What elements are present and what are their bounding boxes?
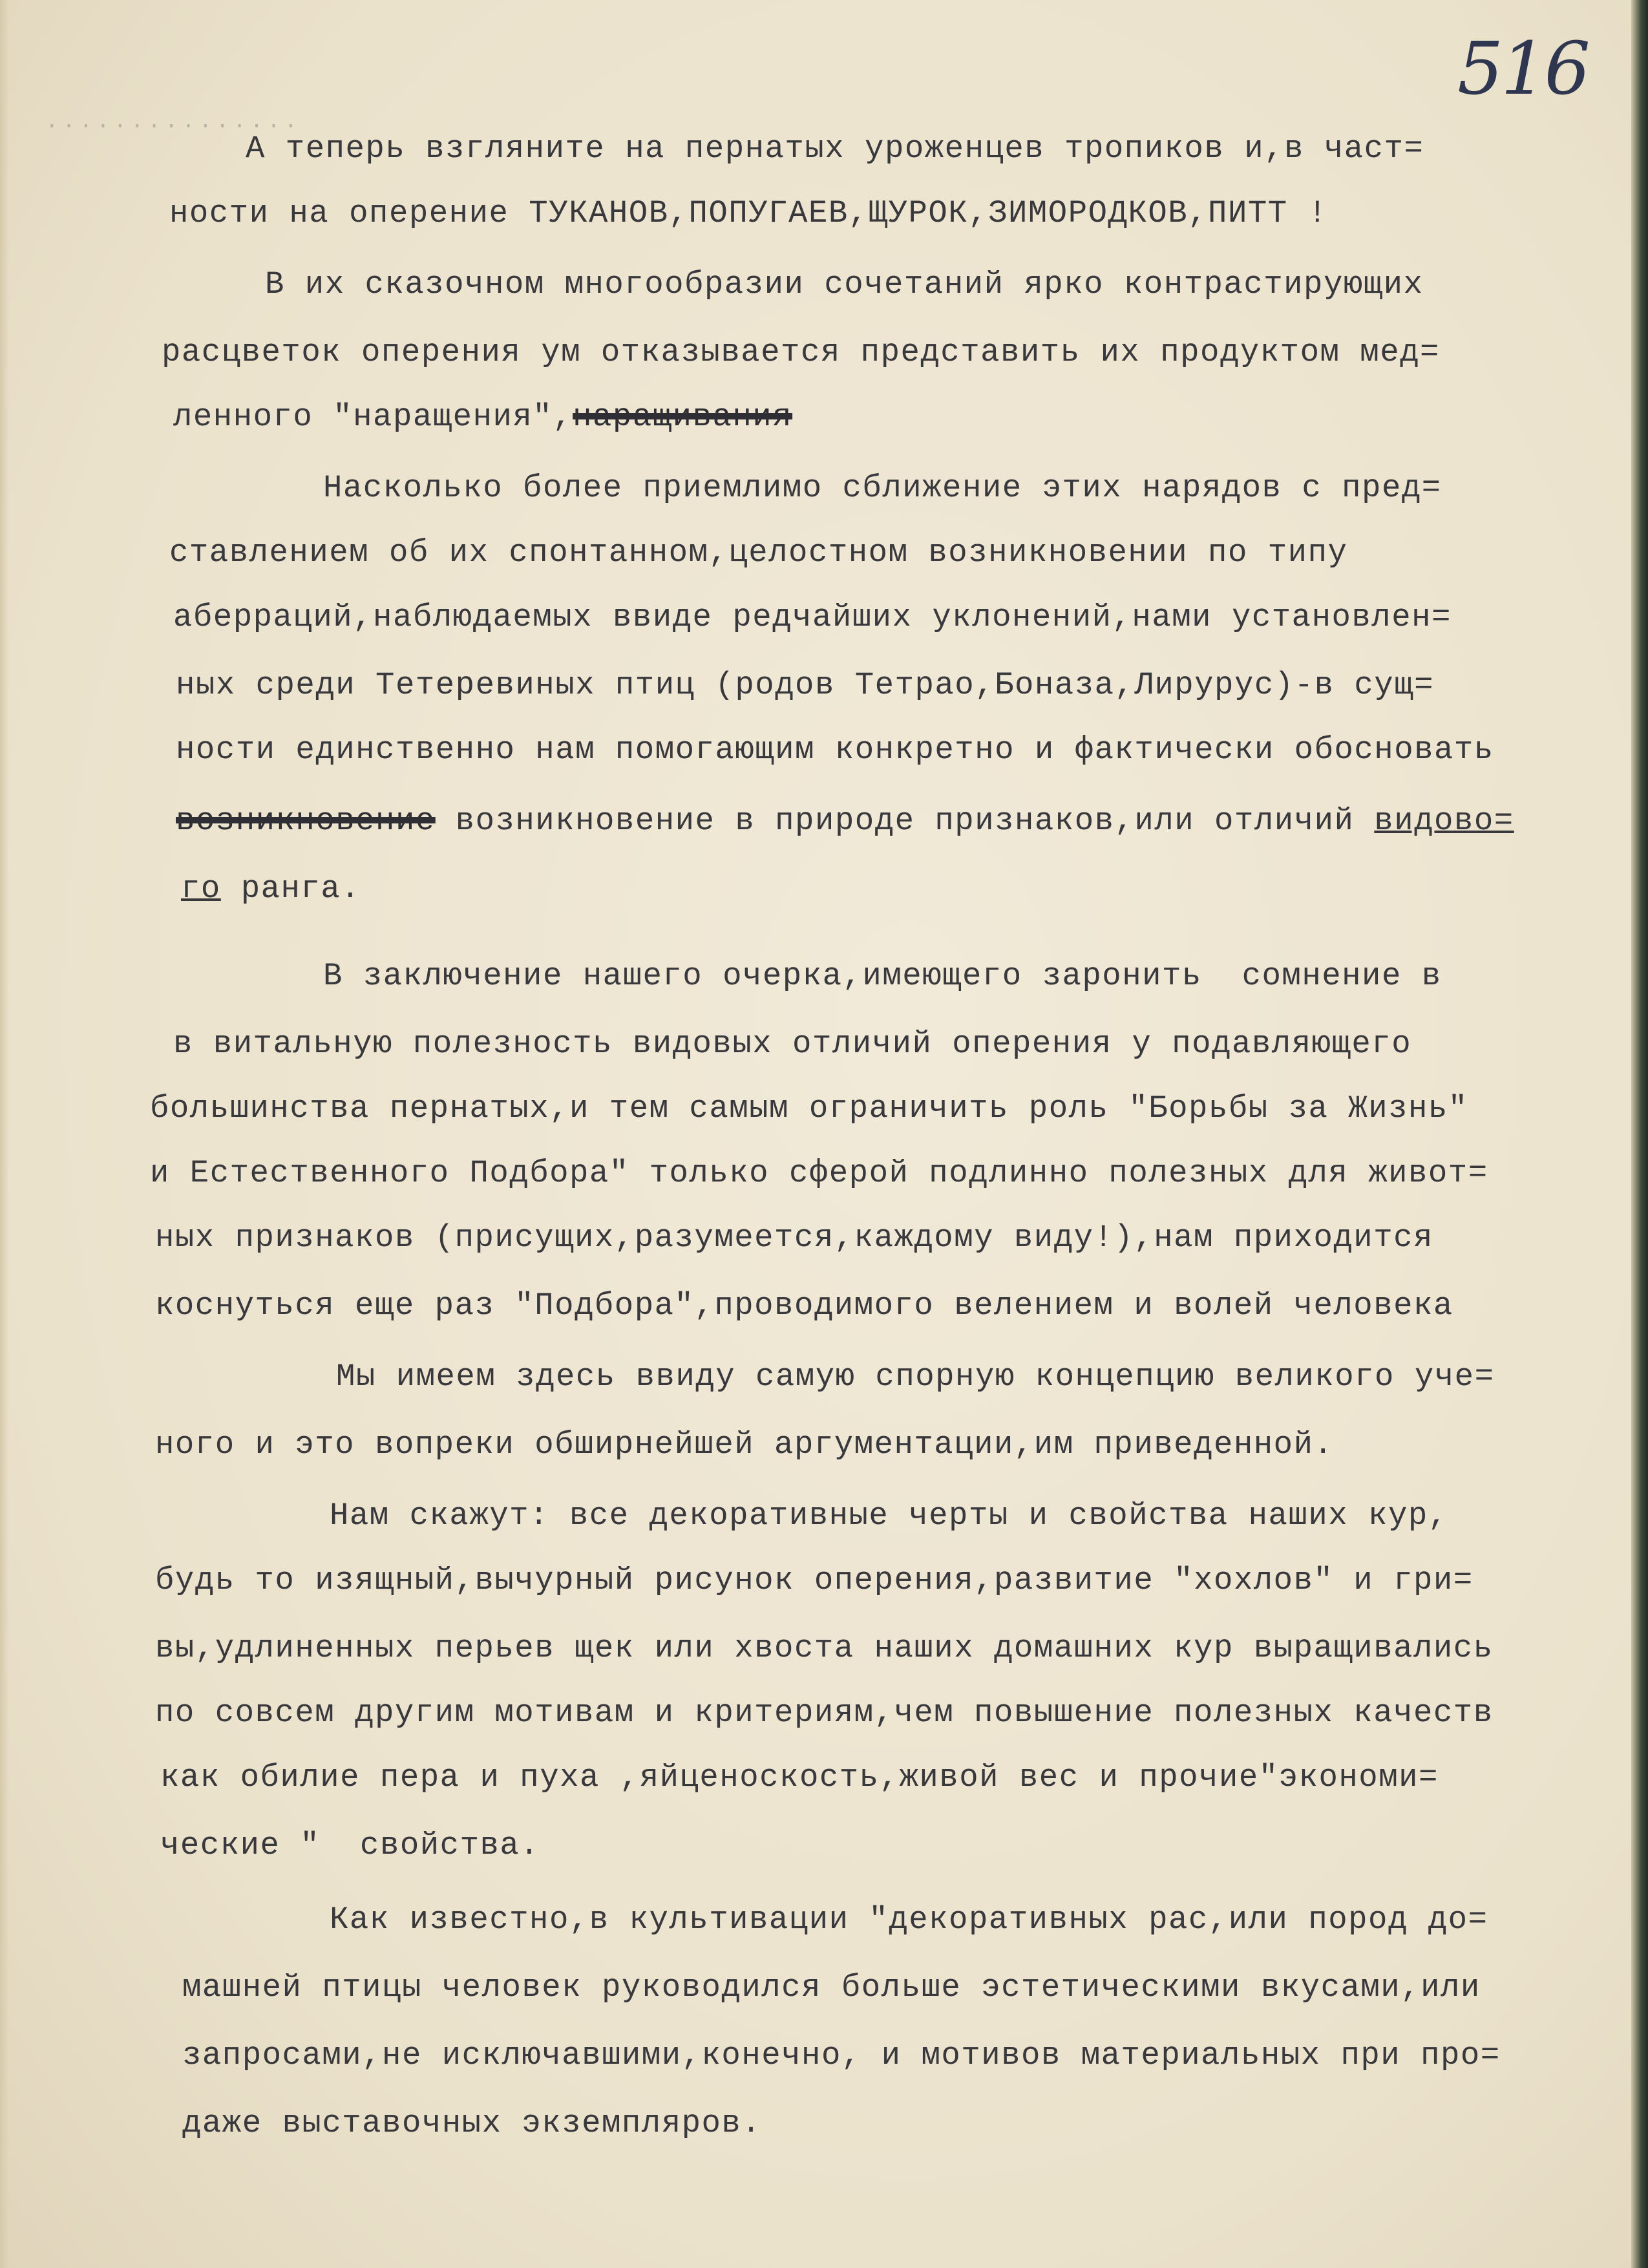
text-line: ных среди Тетеревиных птиц (родов Тетрао,Боназа,Лирурус)-в сущ=: [176, 667, 1435, 703]
text-line: В их сказочном многообразии сочетаний ярко контрастирующих: [265, 266, 1424, 302]
text-line: ности на оперение ТУКАНОВ,ПОПУГАЕВ,ЩУРОК,ЗИМОРОДКОВ,ПИТТ !: [169, 195, 1328, 231]
text-line: ных признаков (присущих,разумеется,каждому виду!),нам приходится: [155, 1220, 1433, 1256]
text-line: коснуться еще раз "Подбора",проводимого велением и волей человека: [155, 1288, 1453, 1324]
text-line: по совсем другим мотивам и критериям,чем повышение полезных качеств: [155, 1695, 1494, 1731]
text-line: аберраций,наблюдаемых ввиде редчайших уклонений,нами установлен=: [173, 599, 1452, 635]
text-line: Нам скажут: все декоративные черты и свойства наших кур,: [330, 1498, 1448, 1534]
text-line: будь то изящный,вычурный рисунок оперения,развитие "хохлов" и гри=: [155, 1562, 1474, 1598]
struck-out-word: возникновение: [176, 803, 436, 839]
text-line: Как известно,в культивации "декоративных рас,или пород до=: [330, 1902, 1488, 1938]
faint-show-through-text: ...............: [45, 110, 302, 134]
page-number: 516: [1457, 27, 1588, 111]
text-line: ного и это вопреки обширнейшей аргументации,им приведенной.: [155, 1426, 1334, 1463]
text-line: В заключение нашего очерка,имеющего заронить сомнение в: [323, 958, 1442, 994]
underlined-word: го: [181, 871, 221, 907]
text-line: ности единственно нам помогающим конкретно и фактически обосновать: [176, 732, 1494, 768]
text-line: ставлением об их спонтанном,целостном возникновении по типу: [169, 535, 1348, 571]
text-line: Насколько более приемлимо сближение этих нарядов с пред=: [323, 470, 1442, 506]
text-line: А теперь взгляните на пернатых уроженцев тропиков и,в част=: [246, 131, 1424, 167]
text-line: машней птицы человек руководился больше эстетическими вкусами,или: [182, 1969, 1481, 2006]
text-line: и Естественного Подбора" только сферой подлинно полезных для живот=: [150, 1155, 1488, 1191]
text-line: [173, 397, 792, 436]
text-segment: возникновение в природе признаков,или отличий: [435, 803, 1375, 839]
text-line: запросами,не исключавшими,конечно, и мотивов материальных при про=: [182, 2037, 1501, 2073]
text-line: Мы имеем здесь ввиду самую спорную концепцию великого уче=: [336, 1359, 1495, 1395]
text-line: в витальную полезность видовых отличий оперения у подавляющего: [173, 1026, 1412, 1062]
scan-background-edge: [1631, 0, 1648, 2268]
text-line: расцветок оперения ум отказывается представить их продуктом мед=: [162, 334, 1440, 370]
underlined-word: видово=: [1374, 803, 1514, 839]
text-line: ческие " свойства.: [160, 1827, 540, 1863]
text-line: даже выставочных экземпляров.: [182, 2105, 762, 2141]
text-line: как обилие пера и пуха ,яйценоскость,живой вес и прочие"экономи=: [160, 1759, 1439, 1796]
text-segment: ленного "наращения",: [173, 399, 573, 435]
text-line: вы,удлиненных перьев щек или хвоста наших домашних кур выращивались: [155, 1630, 1494, 1666]
text-segment: ранга.: [220, 871, 361, 907]
page-left-shadow: [0, 0, 9, 2268]
text-line: [176, 801, 1514, 840]
text-line: большинства пернатых,и тем самым ограничить роль "Борьбы за Жизнь": [150, 1090, 1468, 1127]
struck-out-word: наращивания: [573, 399, 793, 435]
text-line: [181, 869, 361, 908]
